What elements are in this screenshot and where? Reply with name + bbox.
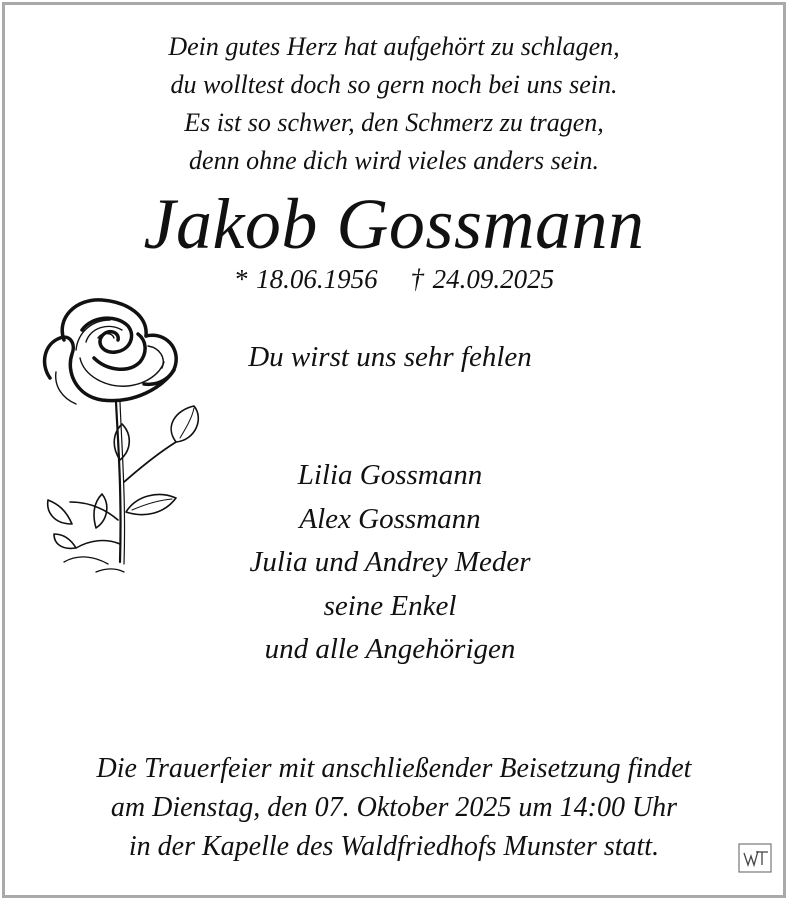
deceased-name: Jakob Gossmann bbox=[143, 184, 645, 264]
mourner: Julia und Andrey Meder bbox=[249, 546, 531, 578]
verse-line: denn ohne dich wird vieles anders sein. bbox=[189, 146, 599, 175]
verse-line: Dein gutes Herz hat aufgehört zu schlagen, bbox=[168, 32, 620, 61]
mourner: seine Enkel bbox=[323, 589, 457, 622]
publisher-logo-icon bbox=[738, 843, 772, 873]
mourner: Alex Gossmann bbox=[299, 502, 481, 535]
verse bbox=[0, 28, 788, 180]
farewell-line: Du wirst uns sehr fehlen bbox=[248, 341, 532, 373]
verse-line: Es ist so schwer, den Schmerz zu tragen, bbox=[184, 108, 604, 137]
verse-line: du wolltest doch so gern noch bei uns sein. bbox=[170, 70, 618, 99]
mourner: Lilia Gossmann bbox=[297, 459, 483, 491]
service-line: in der Kapelle des Waldfriedhofs Munster statt. bbox=[128, 831, 660, 862]
mourner: und alle Angehörigen bbox=[264, 633, 516, 665]
life-dates bbox=[0, 262, 788, 296]
service-line: am Dienstag, den 07. Oktober 2025 um 14:00 Uhr bbox=[110, 792, 678, 823]
death-date: † 24.09.2025 bbox=[410, 264, 555, 294]
service-info bbox=[0, 749, 788, 866]
service-line: Die Trauerfeier mit anschließender Beisetzung findet bbox=[96, 753, 692, 784]
birth-date: * 18.06.1956 bbox=[233, 264, 378, 294]
mourners-list bbox=[180, 454, 600, 672]
